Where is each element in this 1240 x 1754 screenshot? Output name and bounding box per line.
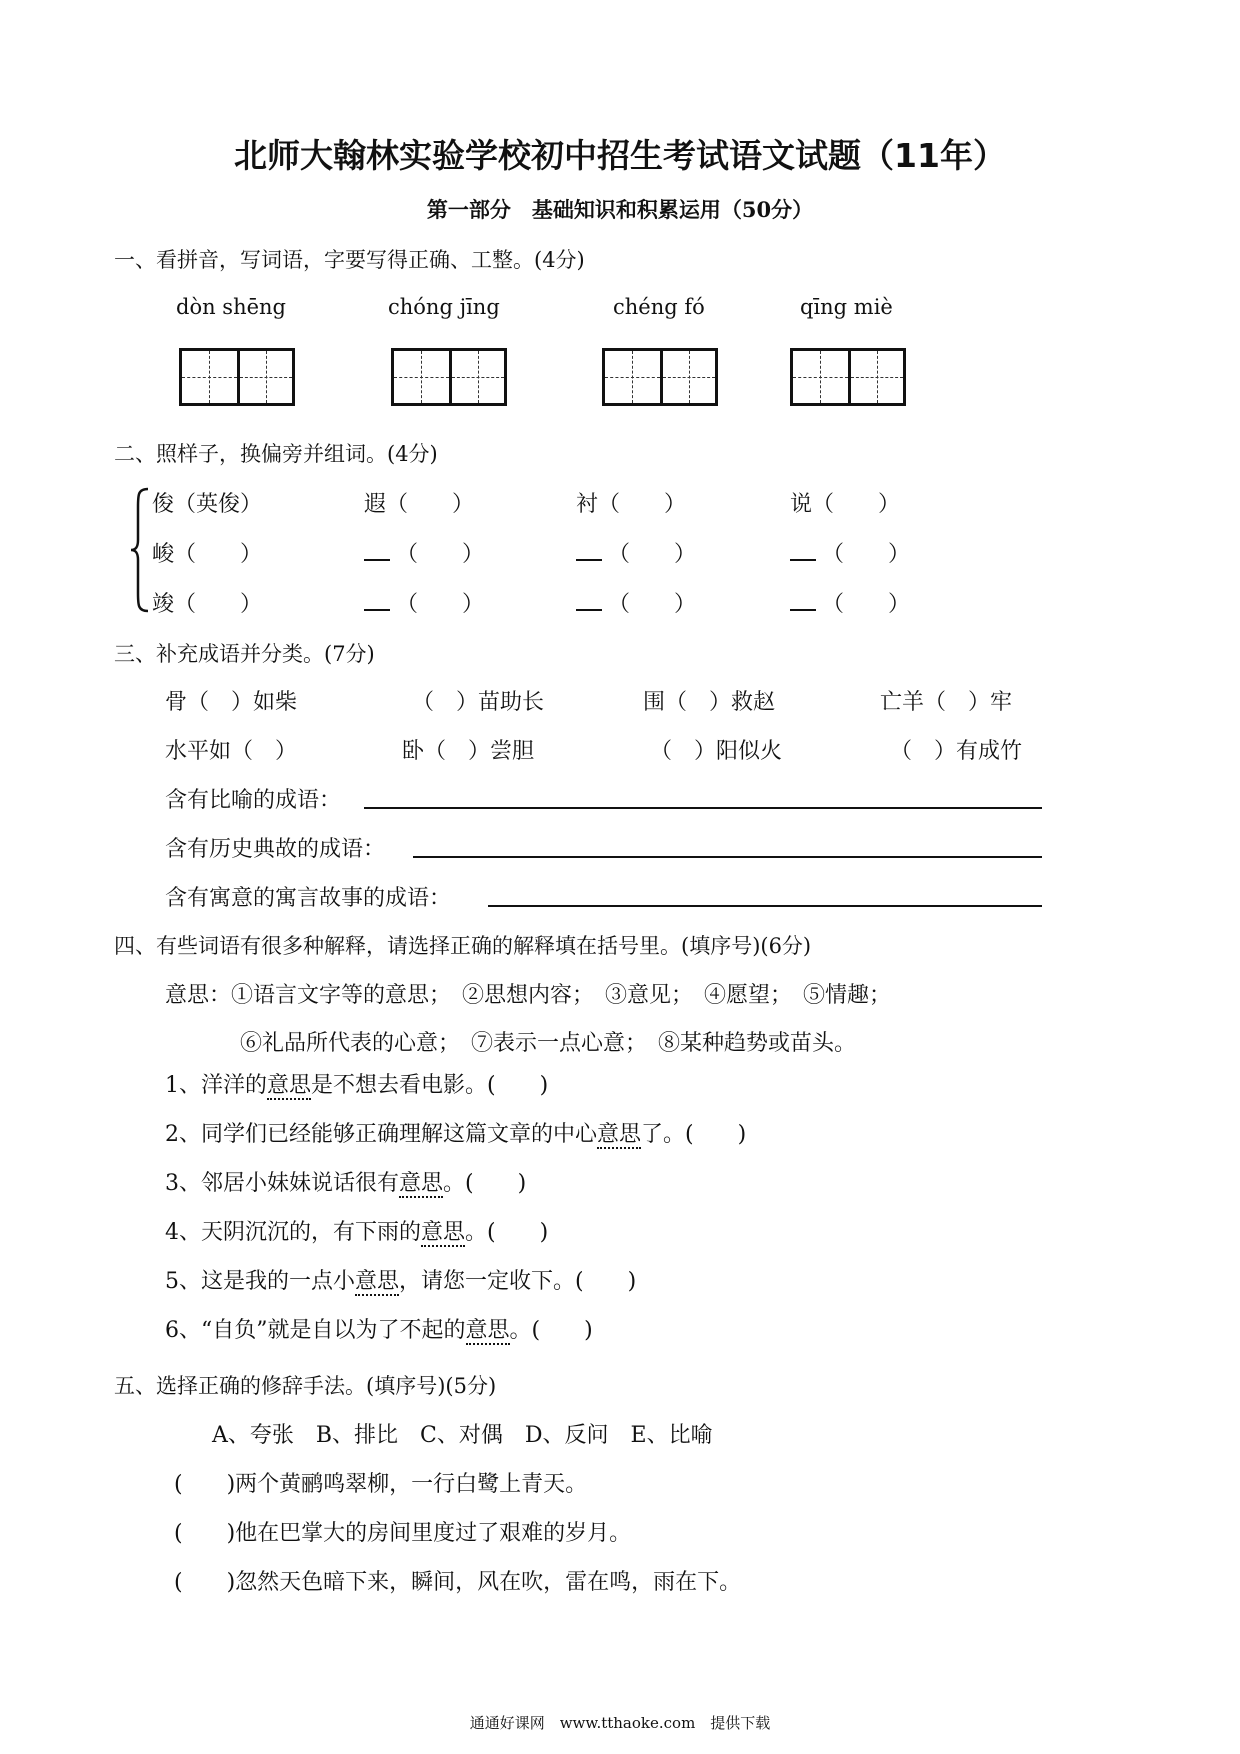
q2-r3-c3[interactable]: （ ）: [576, 587, 696, 618]
q2-r2-c4[interactable]: （ ）: [790, 537, 910, 568]
category-fable-label: 含有寓意的寓言故事的成语：: [165, 886, 452, 911]
q4-item-3: 3、邻居小妹妹说话很有意思。( ): [165, 1171, 527, 1196]
idiom-4: 亡羊（ ）牢: [880, 690, 1013, 715]
category-fable-answer-line[interactable]: [488, 905, 1042, 907]
pinyin-4: qīng miè: [800, 295, 893, 319]
category-metaphor-answer-line[interactable]: [364, 807, 1042, 809]
emphasized-word: 意思: [465, 1318, 510, 1343]
q2-r1-c1: 俊（英俊）: [152, 492, 263, 517]
writing-grid-1[interactable]: [179, 348, 295, 406]
q4-item-1: 1、洋洋的意思是不想去看电影。( ): [165, 1073, 549, 1098]
q4-item-5: 5、这是我的一点小意思，请您一定收下。( ): [165, 1269, 637, 1294]
idiom-1: 骨（ ）如柴: [165, 690, 298, 715]
idiom-5: 水平如（ ）: [165, 739, 298, 764]
emphasized-word: 意思: [355, 1269, 400, 1294]
q5-item-1: ( )两个黄鹂鸣翠柳，一行白鹭上青天。: [174, 1472, 588, 1497]
section-subtitle: 第一部分 基础知识和积累运用（50分）: [426, 197, 814, 222]
footer-source: 通通好课网 www.tthaoke.com 提供下载: [469, 1714, 771, 1732]
q2-heading: 二、照样子，换偏旁并组词。(4分): [114, 442, 438, 466]
q5-item-3: ( )忽然天色暗下来，瞬间，风在吹，雷在鸣，雨在下。: [174, 1570, 742, 1595]
meanings-line-1: 意思：①语言文字等的意思； ②思想内容； ③意见； ④愿望； ⑤情趣；: [165, 983, 892, 1008]
emphasized-word: 意思: [399, 1171, 444, 1196]
writing-grid-4[interactable]: [790, 348, 906, 406]
writing-grid-3[interactable]: [602, 348, 718, 406]
meanings-line-2: ⑥礼品所代表的心意； ⑦表示一点心意； ⑧某种趋势或苗头。: [240, 1031, 857, 1056]
q3-heading: 三、补充成语并分类。(7分): [114, 642, 375, 666]
emphasized-word: 意思: [597, 1122, 642, 1147]
q2-r3-c2[interactable]: （ ）: [364, 587, 484, 618]
pinyin-3: chéng fó: [613, 295, 705, 319]
category-history-label: 含有历史典故的成语：: [165, 837, 386, 862]
q2-r1-c4: 说（ ）: [790, 492, 901, 517]
q5-item-2: ( )他在巴掌大的房间里度过了艰难的岁月。: [174, 1521, 632, 1546]
idiom-7: （ ）阳似火: [650, 739, 783, 764]
q4-heading: 四、有些词语有很多种解释，请选择正确的解释填在括号里。(填序号)(6分): [114, 934, 812, 958]
emphasized-word: 意思: [421, 1220, 466, 1245]
pinyin-2: chóng jīng: [388, 295, 500, 319]
q2-r2-c2[interactable]: （ ）: [364, 537, 484, 568]
idiom-2: （ ）苗助长: [412, 690, 545, 715]
writing-grid-2[interactable]: [391, 348, 507, 406]
q2-r3-c1: 竣（ ）: [152, 592, 263, 617]
q1-heading: 一、看拼音，写词语，字要写得正确、工整。(4分): [114, 248, 585, 272]
q2-r3-c4[interactable]: （ ）: [790, 587, 910, 618]
idiom-8: （ ）有成竹: [890, 739, 1023, 764]
page-title: 北师大翰林实验学校初中招生考试语文试题（11年）: [234, 136, 1006, 175]
q2-r1-c2: 遐（ ）: [364, 492, 475, 517]
pinyin-1: dòn shēng: [176, 295, 286, 319]
q2-r2-c1: 峻（ ）: [152, 542, 263, 567]
q5-heading: 五、选择正确的修辞手法。(填序号)(5分): [114, 1374, 497, 1398]
q4-item-2: 2、同学们已经能够正确理解这篇文章的中心意思了。( ): [165, 1122, 747, 1147]
idiom-3: 围（ ）救赵: [643, 690, 776, 715]
q2-r1-c3: 衬（ ）: [576, 492, 687, 517]
idiom-6: 卧（ ）尝胆: [402, 739, 535, 764]
emphasized-word: 意思: [267, 1073, 312, 1098]
category-metaphor-label: 含有比喻的成语：: [165, 788, 342, 813]
rhetoric-options: A、夸张 B、排比 C、对偶 D、反问 E、比喻: [212, 1423, 713, 1448]
q2-r2-c3[interactable]: （ ）: [576, 537, 696, 568]
curly-brace-icon: [128, 485, 152, 615]
category-history-answer-line[interactable]: [413, 856, 1042, 858]
q4-item-6: 6、“自负”就是自以为了不起的意思。( ): [165, 1318, 593, 1343]
q4-item-4: 4、天阴沉沉的，有下雨的意思。( ): [165, 1220, 549, 1245]
